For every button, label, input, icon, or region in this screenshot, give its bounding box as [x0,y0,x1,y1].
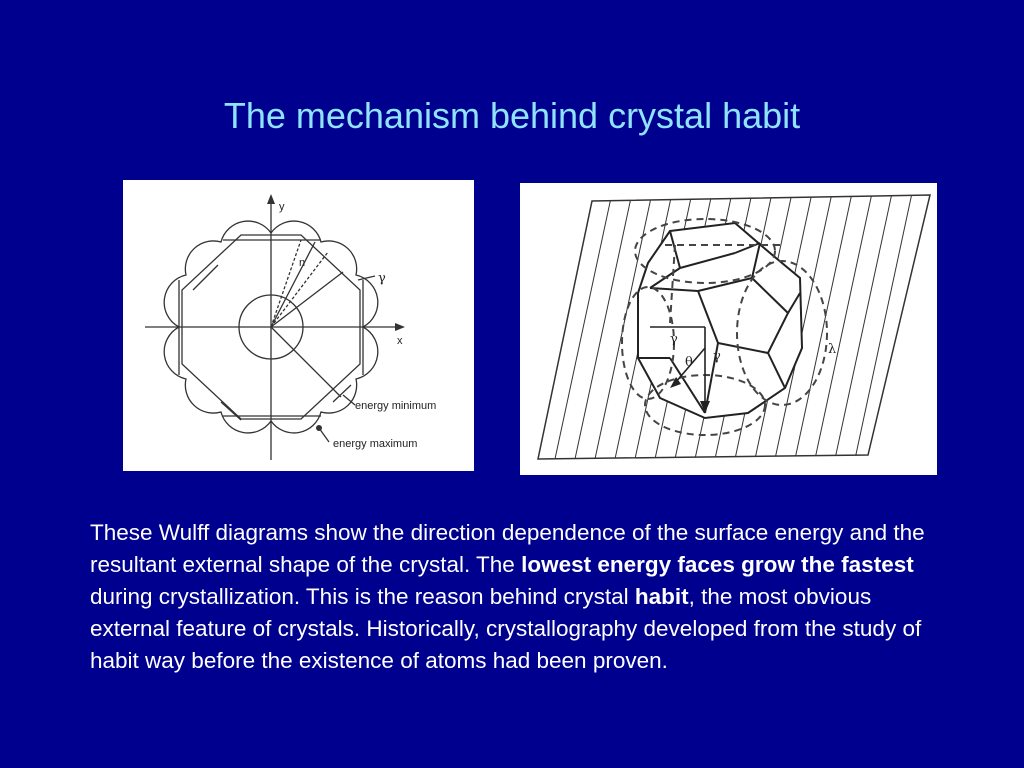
gamma-label-2: γ [713,349,721,364]
normal-ray-3 [271,240,301,327]
crystal-body [638,223,802,418]
wulff-diagram-2d [123,180,474,471]
description-bold-2: habit [634,584,689,609]
lambda-label: λ [828,342,837,357]
energy-maximum-label: energy maximum [333,438,418,450]
description-part-1: These Wulff diagrams show the direction dependence of the surface energy and the resultant external shape of the crystal. The [90,520,925,577]
energy-minimum-label: energy minimum [355,400,437,412]
description-bold-1: lowest energy faces grow the fastest [521,552,914,577]
slide-title: The mechanism behind crystal habit [223,95,801,136]
y-axis-label: y [279,201,285,213]
theta-label: θ [685,355,693,370]
description-part-2: during crystallization. This is the reason behind crystal [90,584,635,609]
x-axis-arrow [395,323,405,331]
y-axis-arrow [267,194,275,204]
x-axis-label: x [397,335,403,347]
normal-ray-2 [271,242,315,327]
wulff-diagram-3d [520,183,937,475]
normal-label: n [299,257,306,269]
normal-ray-4 [271,272,343,327]
description-part-3: , the most obvious external feature of crystals. Historically, crystallography developed from the study of habit way before the existence of atoms had been proven. [90,584,922,673]
description-paragraph [90,517,940,677]
wulff-diagram-3d-svg [520,183,937,475]
energy-maximum-point [316,425,322,431]
gamma-label: γ [378,271,386,286]
gamma-label-1: γ [670,332,678,347]
wulff-diagram-2d-svg [123,180,474,471]
